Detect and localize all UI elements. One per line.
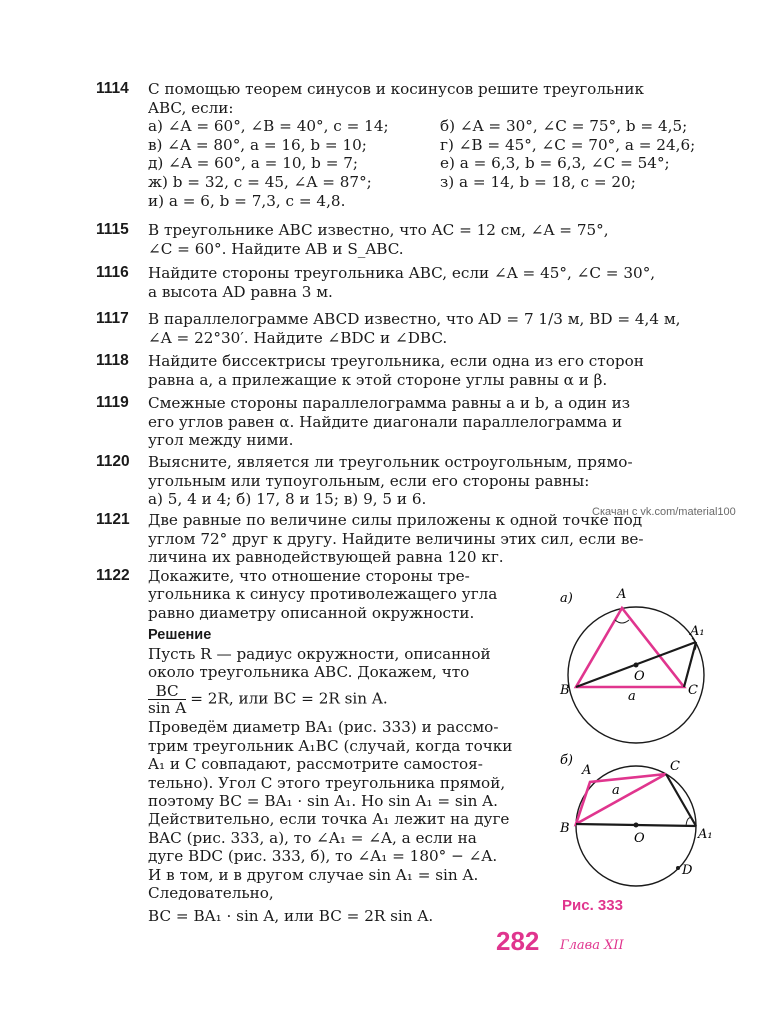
center-label: O — [634, 669, 645, 684]
statement-line: Докажите, что отношение стороны тре- — [148, 567, 470, 585]
figure-label: б) — [560, 753, 574, 768]
watermark: Скачан с vk.com/material100 — [592, 506, 736, 518]
side-label: a — [628, 689, 636, 704]
problem-1121 — [96, 511, 706, 567]
problem-text-line: а высота AD равна 3 м. — [148, 282, 333, 301]
problem-1114 — [96, 80, 706, 210]
problem-text-line: Выясните, является ли треугольник остроугольным, прямо- — [148, 453, 633, 471]
statement-line: угольника к синусу противолежащего угла — [148, 585, 498, 604]
solution-line: поэтому BC = BA₁ · sin A₁. Но sin A₁ = sin A. — [148, 792, 498, 811]
vertex-label: C — [688, 683, 698, 698]
part: г) ∠B = 45°, ∠C = 70°, a = 24,6; — [440, 135, 696, 154]
figure-333-b — [556, 752, 716, 892]
part: е) a = 6,3, b = 6,3, ∠C = 54°; — [440, 154, 670, 173]
problem-text-line: В треугольнике ABC известно, что AC = 12 см, ∠A = 75°, — [148, 221, 609, 239]
problem-text-line: его углов равен α. Найдите диагонали параллелограмма и — [148, 412, 623, 431]
figure-333-a — [556, 580, 716, 755]
problem-text-line: углом 72° друг к другу. Найдите величины этих сил, если ве- — [148, 529, 644, 548]
solution-heading: Решение — [148, 627, 212, 644]
problem-text-line: Найдите стороны треугольника ABC, если ∠A = 45°, ∠C = 30°, — [148, 264, 656, 282]
problem-number: 1116 — [96, 264, 129, 281]
vertex-label: A — [617, 587, 627, 602]
fraction — [148, 683, 186, 716]
problem-number: 1114 — [96, 80, 129, 97]
problem-text-line: угол между ними. — [148, 431, 294, 450]
problem-number: 1119 — [96, 394, 129, 411]
statement-line: равно диаметру описанной окружности. — [148, 603, 475, 622]
final-formula: BC = BA₁ · sin A, или BC = 2R sin A. — [148, 906, 434, 925]
solution-line: Проведём диаметр BA₁ (рис. 333) и рассмо- — [148, 718, 499, 737]
triangle-abc — [576, 774, 666, 824]
page-number: 282 — [496, 926, 540, 956]
problem-1115 — [96, 221, 706, 258]
problem-text-line: ∠A = 22°30′. Найдите ∠BDC и ∠DBC. — [148, 328, 448, 347]
problem-1118 — [96, 352, 706, 389]
figure-label: а) — [560, 591, 573, 606]
part: б) ∠A = 30°, ∠C = 75°, b = 4,5; — [440, 117, 688, 136]
problem-number: 1120 — [96, 453, 130, 470]
vertex-label: B — [560, 821, 570, 836]
part: з) a = 14, b = 18, c = 20; — [440, 172, 636, 191]
point-label: D — [682, 863, 693, 878]
vertex-label: C — [670, 759, 680, 774]
problem-text-line: ABC, если: — [148, 98, 234, 117]
problem-text-line: угольным или тупоугольным, если его стороны равны: — [148, 471, 590, 490]
problem-number: 1121 — [96, 511, 130, 528]
problem-number: 1115 — [96, 221, 129, 238]
solution-line: Следовательно, — [148, 884, 274, 903]
problem-text-line: Найдите биссектрисы треугольника, если одна из его сторон — [148, 352, 644, 370]
part: и) a = 6, b = 7,3, c = 4,8. — [148, 191, 346, 210]
problem-1119 — [96, 394, 706, 450]
problem-text-line: В параллелограмме ABCD известно, что AD = 7 1/3 м, BD = 4,4 м, — [148, 310, 681, 328]
vertex-label: B — [560, 683, 570, 698]
problem-text-line: С помощью теорем синусов и косинусов решите треугольник — [148, 80, 644, 98]
solution-line: Действительно, если точка A₁ лежит на дуге — [148, 810, 510, 829]
side-label: a — [612, 783, 620, 798]
solution-line: дуге BDC (рис. 333, б), то ∠A₁ = 180° − ∠A. — [148, 847, 498, 866]
problem-number: 1118 — [96, 352, 129, 369]
vertex-label: A — [582, 763, 592, 778]
fraction-denominator: sin A — [148, 699, 187, 718]
problem-text-line: личина их равнодействующей равна 120 кг. — [148, 548, 504, 567]
problem-number: 1122 — [96, 567, 130, 584]
fraction-numerator: BC — [148, 683, 186, 700]
problem-number: 1117 — [96, 310, 129, 327]
solution-line: И в том, и в другом случае sin A₁ = sin A. — [148, 865, 479, 884]
solution-line: A₁ и C совпадают, рассмотрите самостоя- — [148, 755, 483, 774]
solution-line: BAC (рис. 333, а), то ∠A₁ = ∠A, а если на — [148, 828, 477, 847]
solution-line: Пусть R — радиус окружности, описанной — [148, 644, 491, 663]
fraction-formula — [148, 683, 546, 716]
part: а) ∠A = 60°, ∠B = 40°, c = 14; — [148, 117, 389, 136]
problem-parts — [148, 117, 706, 210]
solution-line: тельно). Угол C этого треугольника прямой, — [148, 773, 506, 792]
segment-a1c — [684, 642, 696, 687]
problem-1120 — [96, 453, 706, 509]
solution-line: трим треугольник A₁BC (случай, когда точки — [148, 736, 513, 755]
figure-caption: Рис. 333 — [562, 897, 623, 914]
center-label: O — [634, 831, 645, 846]
solution-line: около треугольника ABC. Докажем, что — [148, 663, 470, 682]
chapter-label: Глава XII — [560, 938, 624, 953]
point-d — [676, 866, 680, 870]
vertex-label: A₁ — [690, 624, 705, 639]
vertex-label: A₁ — [698, 827, 713, 842]
problem-1116 — [96, 264, 706, 301]
part: д) ∠A = 60°, a = 10, b = 7; — [148, 154, 359, 173]
angle-mark-a — [615, 620, 629, 623]
problem-text-line: равна a, а прилежащие к этой стороне углы равны α и β. — [148, 370, 608, 389]
part: в) ∠A = 80°, a = 16, b = 10; — [148, 135, 367, 154]
problem-text-line: Две равные по величине силы приложены к одной точке под — [148, 511, 643, 529]
problem-text-line: Смежные стороны параллелограмма равны a и b, а один из — [148, 394, 631, 412]
problem-text-line: а) 5, 4 и 4; б) 17, 8 и 15; в) 9, 5 и 6. — [148, 490, 427, 509]
center-point — [634, 823, 639, 828]
triangle-abc — [576, 608, 684, 687]
center-point — [634, 663, 639, 668]
problem-text-line: ∠C = 60°. Найдите AB и S_ABC. — [148, 239, 404, 258]
formula-rest: = 2R, или BC = 2R sin A. — [190, 689, 388, 708]
problem-1117 — [96, 310, 706, 347]
part: ж) b = 32, c = 45, ∠A = 87°; — [148, 172, 372, 191]
problem-1122 — [96, 567, 546, 925]
